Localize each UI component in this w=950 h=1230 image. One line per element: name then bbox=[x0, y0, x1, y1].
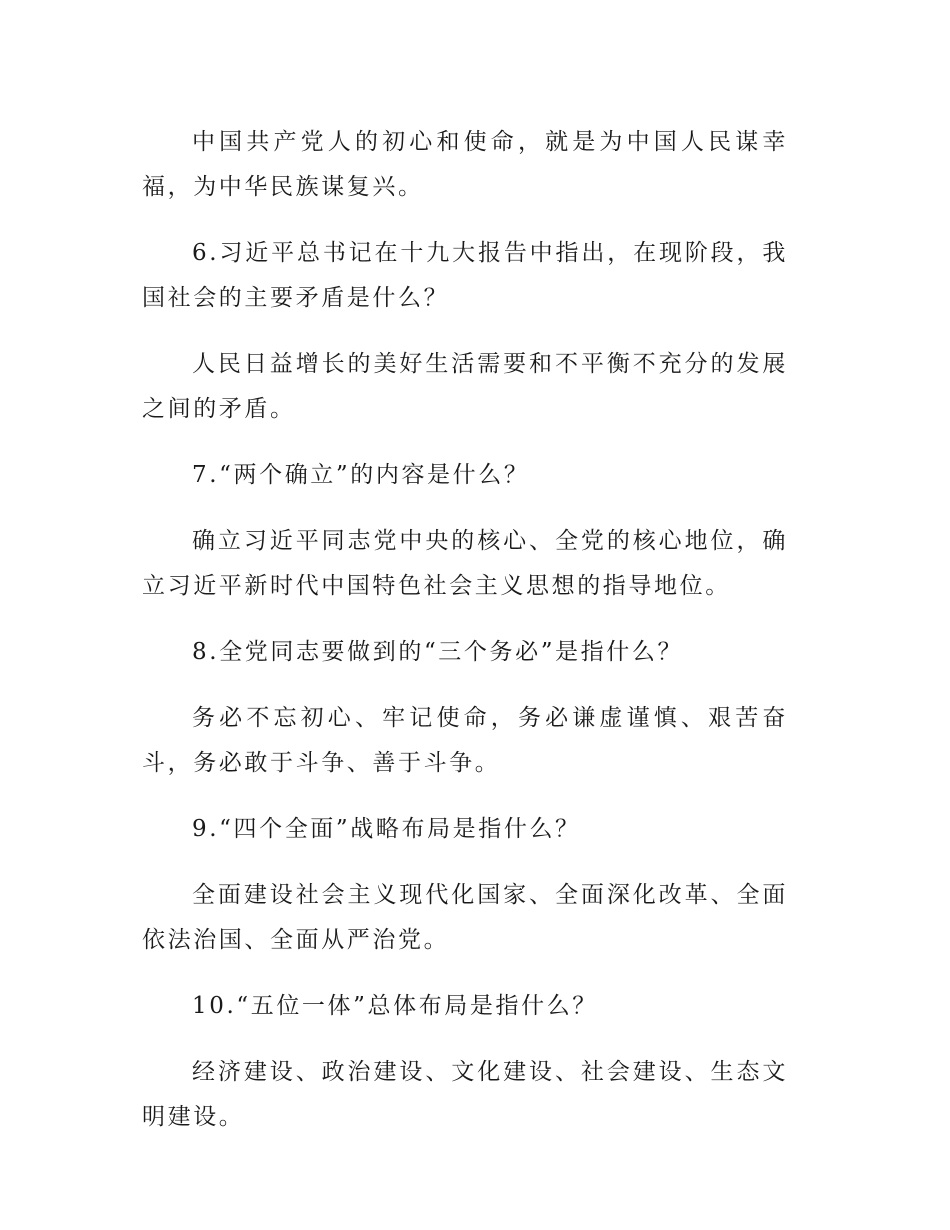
answer-paragraph: 确立习近平同志党中央的核心、全党的核心地位，确立习近平新时代中国特色社会主义思想的指导地位。 bbox=[142, 528, 788, 599]
answer-paragraph: 全面建设社会主义现代化国家、全面深化改革、全面依法治国、全面从严治党。 bbox=[142, 882, 788, 953]
question-paragraph: 7.“两个确立”的内容是什么？ bbox=[192, 462, 530, 488]
question-paragraph: 10.“五位一体”总体布局是指什么？ bbox=[192, 993, 598, 1019]
document-body bbox=[142, 120, 788, 1161]
question-paragraph: 9.“四个全面”战略布局是指什么？ bbox=[192, 816, 581, 842]
answer-paragraph: 务必不忘初心、牢记使命，务必谦虚谨慎、艰苦奋斗，务必敢于斗争、善于斗争。 bbox=[142, 705, 788, 776]
answer-paragraph: 经济建设、政治建设、文化建设、社会建设、生态文明建设。 bbox=[142, 1059, 788, 1130]
question-paragraph: 6.习近平总书记在十九大报告中指出，在现阶段，我国社会的主要矛盾是什么？ bbox=[142, 240, 788, 311]
answer-paragraph: 中国共产党人的初心和使命，就是为中国人民谋幸福，为中华民族谋复兴。 bbox=[142, 129, 788, 200]
question-paragraph: 8.全党同志要做到的“三个务必”是指什么？ bbox=[192, 639, 684, 665]
answer-paragraph: 人民日益增长的美好生活需要和不平衡不充分的发展之间的矛盾。 bbox=[142, 351, 788, 422]
